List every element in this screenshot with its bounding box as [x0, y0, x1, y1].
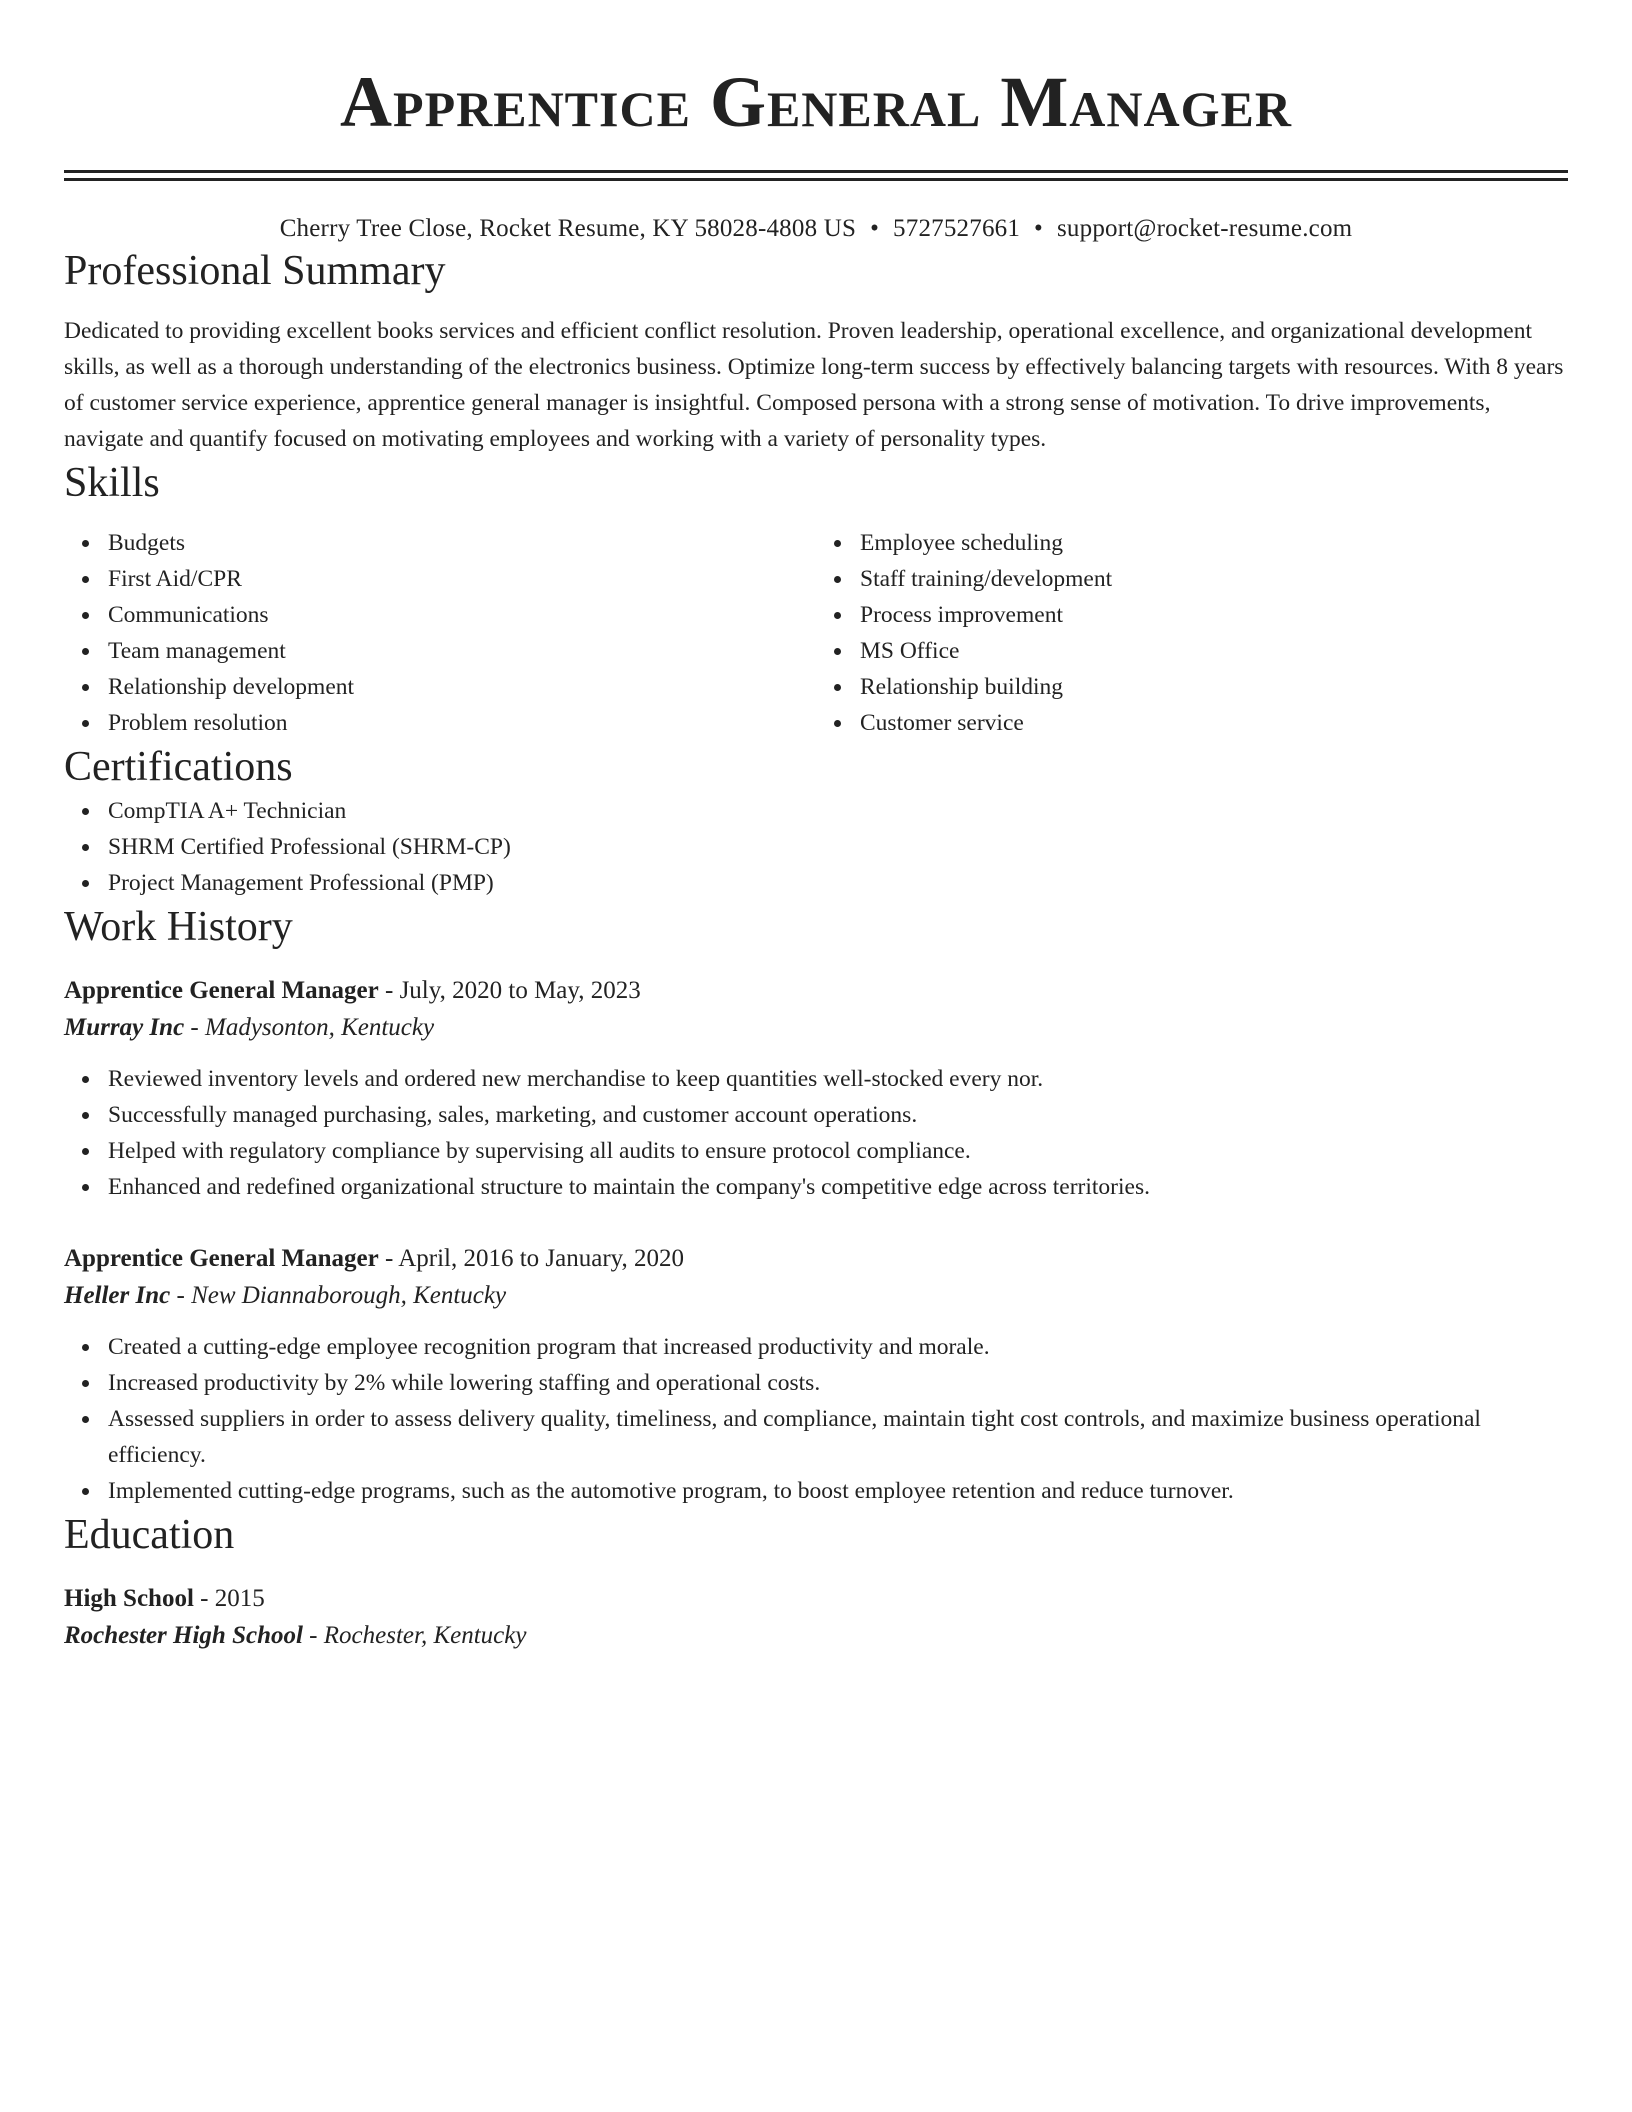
certification-item: SHRM Certified Professional (SHRM-CP) — [108, 829, 1568, 865]
job-duties-list — [64, 1329, 1568, 1509]
section-heading-work-history: Work History — [64, 904, 293, 950]
job-dates: - April, 2016 to January, 2020 — [378, 1245, 685, 1272]
certification-item: CompTIA A+ Technician — [108, 793, 1568, 829]
education-degree: High School — [64, 1585, 194, 1612]
skill-item: First Aid/CPR — [108, 561, 816, 597]
contact-line — [64, 213, 1568, 245]
job-entry — [64, 1241, 1568, 1509]
job-company: Heller Inc — [64, 1282, 171, 1309]
skill-item: MS Office — [860, 633, 1568, 669]
section-heading-skills: Skills — [64, 460, 160, 506]
job-entry — [64, 973, 1568, 1205]
skills-list-left — [64, 525, 816, 741]
job-duty-item: Reviewed inventory levels and ordered new merchandise to keep quantities well-stocked every nor. — [108, 1061, 1568, 1097]
job-duty-item: Assessed suppliers in order to assess delivery quality, timeliness, and compliance, maintain tight cost controls, and maximize business operational efficiency. — [108, 1401, 1568, 1473]
section-heading-education: Education — [64, 1512, 235, 1558]
skill-item: Budgets — [108, 525, 816, 561]
education-year: - 2015 — [193, 1585, 265, 1612]
job-duty-item: Implemented cutting-edge programs, such as the automotive program, to boost employee retention and reduce turnover. — [108, 1473, 1568, 1509]
job-header — [64, 973, 1568, 1009]
skill-item: Team management — [108, 633, 816, 669]
education-school-line — [64, 1617, 1568, 1655]
job-duties-list — [64, 1061, 1568, 1205]
certifications-list — [64, 793, 1568, 901]
job-duty-item: Helped with regulatory compliance by supervising all audits to ensure protocol compliance. — [108, 1133, 1568, 1169]
skill-item: Relationship building — [860, 669, 1568, 705]
skill-item: Staff training/development — [860, 561, 1568, 597]
job-duty-item: Increased productivity by 2% while lowering staffing and operational costs. — [108, 1365, 1568, 1401]
skill-item: Process improvement — [860, 597, 1568, 633]
section-heading-summary: Professional Summary — [64, 248, 446, 294]
job-employer — [64, 1009, 1568, 1047]
job-location: - New Diannaborough, Kentucky — [170, 1282, 507, 1309]
resume-name: Apprentice General Manager — [340, 62, 1292, 142]
skill-item: Customer service — [860, 705, 1568, 741]
job-duty-item: Created a cutting-edge employee recognition program that increased productivity and morale. — [108, 1329, 1568, 1365]
contact-email: support@rocket-resume.com — [1057, 215, 1353, 242]
job-dates: - July, 2020 to May, 2023 — [378, 977, 641, 1004]
section-heading-certifications: Certifications — [64, 744, 293, 790]
separator-bullet: • — [1034, 215, 1043, 242]
contact-phone: 5727527661 — [893, 215, 1021, 242]
skills-columns — [64, 525, 1568, 741]
job-header — [64, 1241, 1568, 1277]
contact-address: Cherry Tree Close, Rocket Resume, KY 58028-4808 US — [279, 215, 857, 242]
job-title: Apprentice General Manager — [64, 1245, 379, 1272]
job-employer — [64, 1277, 1568, 1315]
skill-item: Employee scheduling — [860, 525, 1568, 561]
separator-bullet: • — [870, 215, 880, 242]
header-double-rule — [64, 170, 1568, 181]
job-duty-item: Enhanced and redefined organizational structure to maintain the company's competitive edge across territories. — [108, 1169, 1568, 1205]
education-header — [64, 1581, 1568, 1617]
certification-item: Project Management Professional (PMP) — [108, 865, 1568, 901]
education-school: Rochester High School — [64, 1622, 303, 1649]
job-title: Apprentice General Manager — [64, 977, 379, 1004]
skill-item: Communications — [108, 597, 816, 633]
skill-item: Relationship development — [108, 669, 816, 705]
skill-item: Problem resolution — [108, 705, 816, 741]
skills-list-right — [816, 525, 1568, 741]
job-company: Murray Inc — [64, 1014, 185, 1041]
education-location: - Rochester, Kentucky — [302, 1622, 527, 1649]
job-duty-item: Successfully managed purchasing, sales, marketing, and customer account operations. — [108, 1097, 1568, 1133]
education-entry — [64, 1581, 1568, 1655]
job-location: - Madysonton, Kentucky — [184, 1014, 435, 1041]
summary-text: Dedicated to providing excellent books services and efficient conflict resolution. Proven leadership, operational excellence, and organizational development skills, as well as a thorough understanding of the electronics business. Optimize long-term success by effectively balancing targets with resources. With 8 years of customer service experience, apprentice general manager is insightful. Composed persona with a strong sense of motivation. To drive improvements, navigate and quantify focused on motivating employees and working with a variety of personality types. — [64, 318, 1564, 452]
